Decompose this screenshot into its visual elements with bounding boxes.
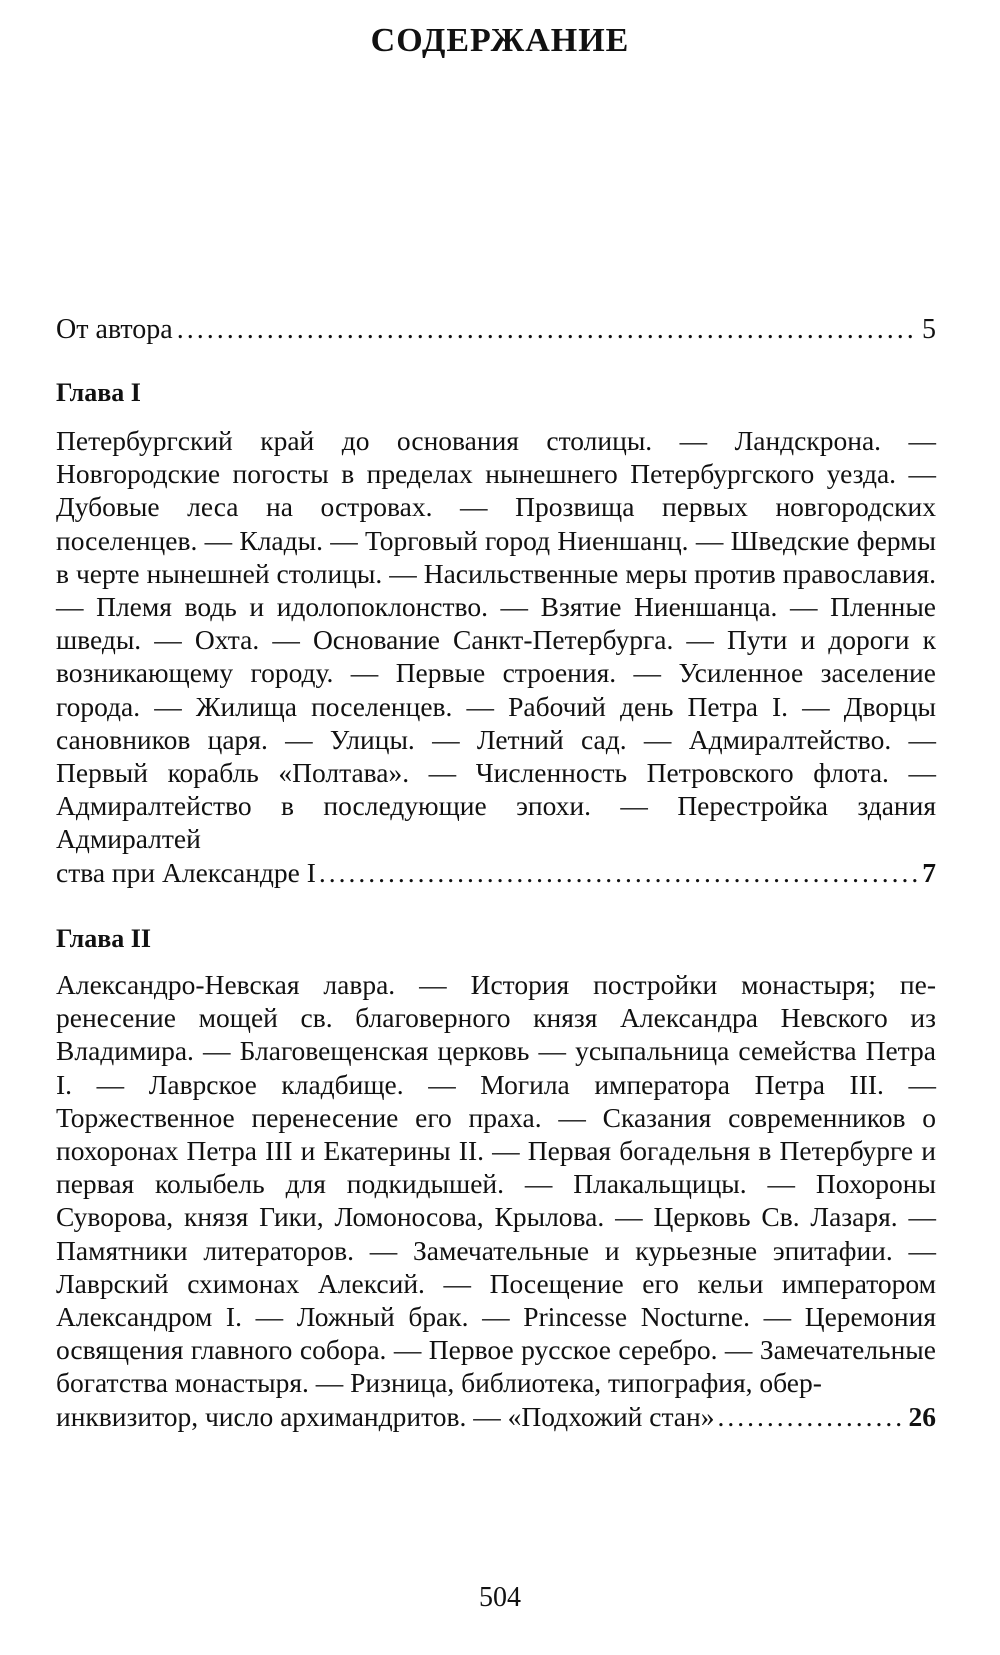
leader-dots [717, 1400, 905, 1433]
chapter-summary-2 [56, 968, 936, 1433]
toc-entry-label: От автора [56, 314, 173, 345]
chapter-summary-last-line [56, 856, 936, 889]
leader-dots [177, 312, 918, 347]
chapter-summary-text: Александро-Невская лавра. — История постройки монастыря; перенесение мощей св. благоверного князя Александра Невского из Владимира. — Благовещенская церковь — усыпальница семейства Петра I. — Лаврское кладбище. — Могила императора Петра III. — Торжественное перенесение его праха. — Сказания современников о похоронах Петра III и Екатерины II. — Первая богадельня в Петербурге и первая колыбель для подкидышей. — Плакальщицы. — Похороны Суворова, князя Гики, Ломоносова, Крылова. — Церковь Св. Лазаря. — Памятники литераторов. — Замечательные и курьезные эпитафии. — Лаврский схимонах Алексий. — Посещение его кельи императором Александром I. — Ложный брак. — Princesse Nocturne. — Церемония освящения главного собора. — Первое русское серебро. — Замечательные богатства монастыря. — Ризница, библиотека, типография, обер- [56, 969, 936, 1399]
chapter-summary-last-line [56, 1400, 936, 1433]
toc-page-number: 5 [922, 314, 936, 345]
toc-page-number: 7 [922, 856, 936, 888]
chapter-summary-text: Петербургский край до основания столицы. — Ландскрона. — Новгородские погосты в пределах нынешнего Петербургского уезда. — Дубовые леса на островах. — Прозвища первых новгородских поселенцев. — Клады. — Торговый город Ниеншанц. — Шведские фермы в черте нынешней столицы. — Насильственные меры против православия. — Племя водь и идолопоклонство. — Взятие Ниеншанца. — Пленные шведы. — Охта. — Основание Санкт-Петербурга. — Пути и дороги к возникающему городу. — Первые строения. — Усиленное заселение города. — Жилища поселенцев. — Рабочий день Петра I. — Дворцы сановников царя. — Улицы. — Летний сад. — Адмиралтейство. — Первый корабль «Полтава». — Численность Петровского флота. — Адмиралтейство в последующие эпохи. — Перестройка здания Адмиралтей [56, 425, 936, 855]
chapter-heading-2: Глава II [56, 924, 151, 953]
chapter-summary-tail: инквизитор, число архимандритов. — «Подхожий стан» [56, 1400, 715, 1432]
toc-page-number: 26 [908, 1400, 936, 1432]
chapter-summary-1 [56, 424, 936, 889]
page-title: СОДЕРЖАНИЕ [370, 22, 630, 59]
leader-dots [319, 856, 919, 889]
page-number: 504 [479, 1582, 521, 1613]
chapter-summary-tail: ства при Александре I [56, 856, 316, 888]
chapter-heading-1: Глава I [56, 378, 141, 407]
toc-entry-preface [56, 312, 936, 347]
